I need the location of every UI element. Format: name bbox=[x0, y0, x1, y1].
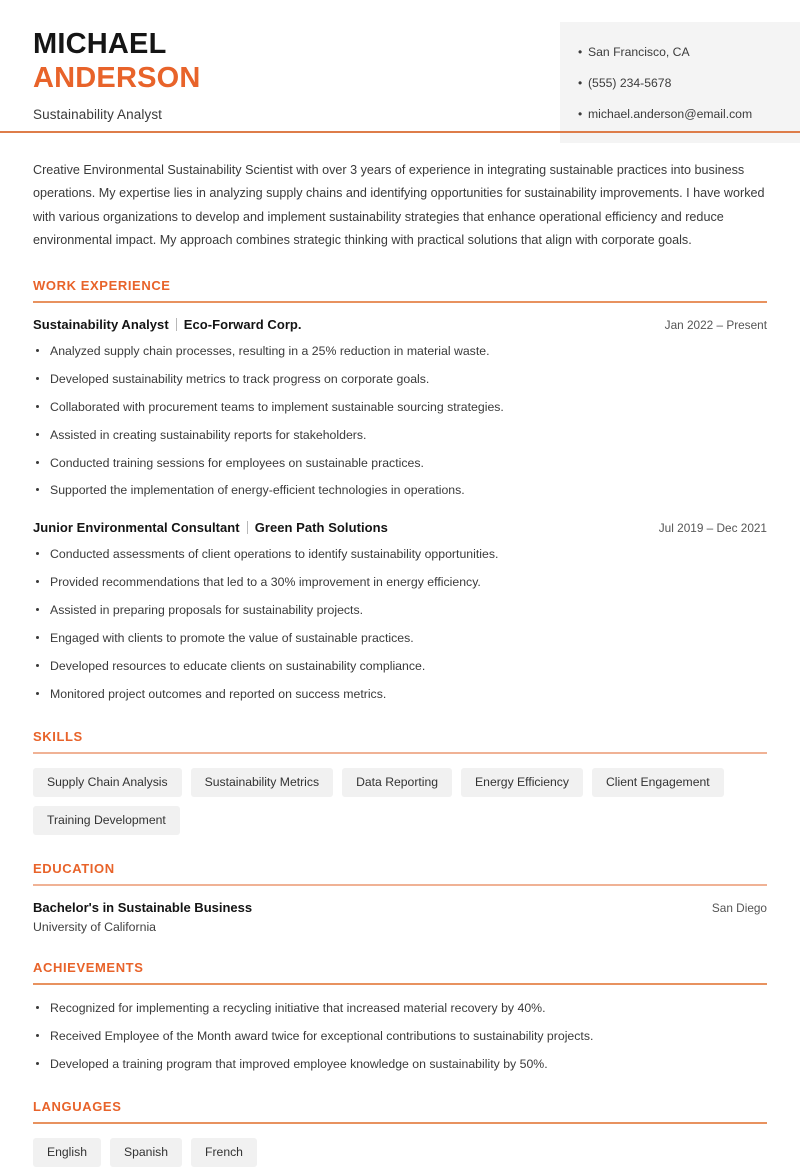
section-skills bbox=[33, 729, 767, 835]
language-chip: Spanish bbox=[110, 1138, 182, 1167]
section-languages bbox=[33, 1099, 767, 1167]
list-item: Assisted in creating sustainability reports for stakeholders. bbox=[33, 426, 767, 444]
section-divider-skills bbox=[33, 752, 767, 754]
resume-body bbox=[0, 159, 800, 1167]
experience-company: Eco-Forward Corp. bbox=[183, 316, 302, 332]
education-degree: Bachelor's in Sustainable Business bbox=[33, 900, 253, 916]
list-item: Received Employee of the Month award twice for exceptional contributions to sustainability projects. bbox=[33, 1027, 767, 1045]
education-school: University of California bbox=[33, 920, 157, 935]
skill-chip: Client Engagement bbox=[592, 768, 724, 797]
contact-email-value[interactable]: michael.anderson@email.com bbox=[588, 107, 753, 122]
list-item: Assisted in preparing proposals for sustainability projects. bbox=[33, 601, 767, 619]
achievements-list bbox=[33, 999, 767, 1073]
list-item: Collaborated with procurement teams to implement sustainable sourcing strategies. bbox=[33, 398, 767, 416]
list-item: Analyzed supply chain processes, resulting in a 25% reduction in material waste. bbox=[33, 342, 767, 360]
experience-role: Junior Environmental Consultant bbox=[33, 519, 240, 535]
professional-summary: Creative Environmental Sustainability Scientist with over 3 years of experience in integrating sustainable practices into business operations. My expertise lies in analyzing supply chains and identifying opportunities for sustainability improvements. I have worked with various organizations to develop and implement sustainability strategies that enhance operational efficiency and reduce environmental impact. My approach combines strategic thinking with practical solutions that align with corporate goals. bbox=[33, 163, 765, 247]
email-icon: • bbox=[578, 107, 583, 122]
experience-entry bbox=[33, 317, 767, 500]
skill-chip: Energy Efficiency bbox=[461, 768, 583, 797]
contact-item-phone bbox=[578, 75, 782, 92]
section-work-experience bbox=[33, 278, 767, 703]
section-title-achievements: ACHIEVEMENTS bbox=[33, 960, 144, 976]
name-first-line bbox=[33, 28, 201, 62]
phone-icon: • bbox=[578, 76, 583, 91]
list-item: Conducted assessments of client operations to identify sustainability opportunities. bbox=[33, 545, 767, 563]
experience-company: Green Path Solutions bbox=[254, 519, 388, 535]
experience-role: Sustainability Analyst bbox=[33, 316, 169, 332]
language-chip: English bbox=[33, 1138, 101, 1167]
first-name: MICHAEL bbox=[33, 28, 167, 60]
section-divider-achievements bbox=[33, 983, 767, 985]
section-divider-education bbox=[33, 884, 767, 886]
list-item: Engaged with clients to promote the value of sustainable practices. bbox=[33, 629, 767, 647]
section-title-skills: SKILLS bbox=[33, 729, 83, 745]
list-item: Monitored project outcomes and reported on success metrics. bbox=[33, 685, 767, 703]
list-item: Conducted training sessions for employees on sustainable practices. bbox=[33, 454, 767, 472]
location-icon: • bbox=[578, 45, 583, 59]
header-divider bbox=[0, 131, 800, 133]
list-item: Developed a training program that improved employee knowledge on sustainability by 50%. bbox=[33, 1055, 767, 1073]
section-achievements bbox=[33, 960, 767, 1073]
name-last-line bbox=[33, 62, 201, 96]
contact-location-value[interactable]: San Francisco, CA bbox=[588, 45, 690, 59]
skills-chip-list bbox=[33, 768, 767, 836]
section-title-languages: LANGUAGES bbox=[33, 1098, 122, 1114]
separator-icon bbox=[247, 521, 248, 534]
last-name: ANDERSON bbox=[33, 61, 201, 94]
skill-chip: Supply Chain Analysis bbox=[33, 768, 182, 797]
skill-chip: Sustainability Metrics bbox=[191, 768, 333, 797]
experience-title bbox=[33, 317, 302, 332]
job-title: Sustainability Analyst bbox=[33, 107, 163, 123]
skill-chip: Training Development bbox=[33, 806, 180, 835]
list-item: Provided recommendations that led to a 30% improvement in energy efficiency. bbox=[33, 573, 767, 591]
section-title-education: EDUCATION bbox=[33, 861, 115, 877]
experience-date: Jul 2019 – Dec 2021 bbox=[658, 520, 767, 535]
experience-date: Jan 2022 – Present bbox=[664, 317, 767, 332]
experience-entry-header bbox=[33, 317, 767, 332]
contact-item-email bbox=[578, 106, 782, 123]
list-item: Developed sustainability metrics to track progress on corporate goals. bbox=[33, 370, 767, 388]
section-divider-languages bbox=[33, 1122, 767, 1124]
identity-block bbox=[0, 22, 201, 122]
list-item: Developed resources to educate clients on sustainability compliance. bbox=[33, 657, 767, 675]
experience-title bbox=[33, 520, 388, 535]
languages-chip-list bbox=[33, 1138, 767, 1167]
education-entry-header bbox=[33, 900, 767, 915]
separator-icon bbox=[176, 318, 177, 331]
education-location: San Diego bbox=[711, 901, 767, 916]
language-chip: French bbox=[191, 1138, 257, 1167]
contact-phone-value[interactable]: (555) 234-5678 bbox=[588, 76, 672, 91]
contact-panel bbox=[560, 22, 800, 143]
experience-bullets bbox=[33, 545, 767, 703]
section-title-work-experience: WORK EXPERIENCE bbox=[33, 278, 171, 294]
experience-entry bbox=[33, 520, 767, 703]
section-divider-work-experience bbox=[33, 301, 767, 303]
section-education bbox=[33, 861, 767, 934]
list-item: Recognized for implementing a recycling initiative that increased material recovery by 40%. bbox=[33, 999, 767, 1017]
skill-chip: Data Reporting bbox=[342, 768, 452, 797]
experience-bullets bbox=[33, 342, 767, 500]
education-entry bbox=[33, 900, 767, 934]
experience-entry-header bbox=[33, 520, 767, 535]
list-item: Supported the implementation of energy-efficient technologies in operations. bbox=[33, 481, 767, 499]
contact-item-location bbox=[578, 44, 782, 61]
resume-header bbox=[0, 0, 800, 131]
